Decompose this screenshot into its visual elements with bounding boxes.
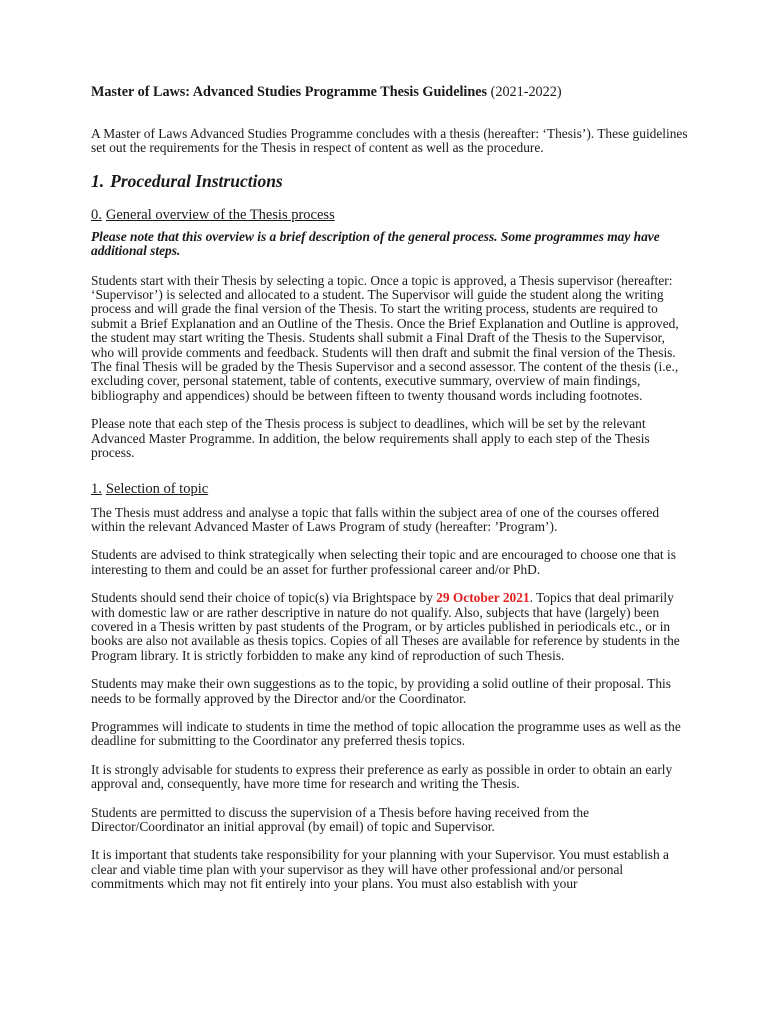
- selection-paragraph-3: [91, 591, 691, 663]
- title-text: Master of Laws: Advanced Studies Programme Thesis Guidelines: [91, 84, 488, 100]
- subsection-number: 1.: [91, 480, 102, 497]
- section-number: 1.: [91, 170, 105, 191]
- overview-note: Please note that this overview is a brief description of the general process. Some programmes may have additional steps.: [91, 228, 660, 259]
- document-title: [91, 82, 691, 102]
- subsection-title: General overview of the Thesis process: [105, 206, 335, 223]
- overview-paragraph-1: Students start with their Thesis by selecting a topic. Once a topic is approved, a Thesis supervisor (hereafter: ‘Supervisor’) is selected and allocated to a student. The Supervisor will guide the student along the writing process and will grade the final version of the Thesis. To start the writing process, students are required to submit a Brief Explanation and an Outline of the Thesis. Once the Brief Explanation and Outline is approved, the student may start writing the Thesis. Students shall submit a Final Draft of the Thesis to the Supervisor, who will provide comments and feedback. Students will then draft and submit the final version of the Thesis. The final Thesis will be graded by the Thesis Supervisor and a second assessor. The content of the thesis (i.e., excluding cover, personal statement, table of contents, executive summary, overview of main findings, bibliography and appendices) should be between fifteen to twenty thousand words including footnotes.: [91, 272, 679, 403]
- subsection-title: Selection of topic: [105, 480, 209, 497]
- selection-paragraph-6: It is strongly advisable for students to express their preference as early as possible in order to obtain an early approval and, consequently, have more time for research and writing the Thesis.: [91, 761, 673, 792]
- paragraph-text: Students should send their choice of topic(s) via Brightspace by: [91, 590, 437, 606]
- selection-paragraph-8: It is important that students take responsibility for your planning with your Supervisor. You must establish a clear and viable time plan with your supervisor as they will have other professional and/or personal commitments which may not fit entirely into your plans. You must also establish with your: [91, 847, 669, 892]
- subsection-heading-selection: [91, 480, 691, 498]
- paragraph-text: . Topics that deal primarily with domestic law or are rather descriptive in nature do not qualify. Also, subjects that have (largely) been covered in a Thesis written by past students of the Program, or by articles published in periodicals etc., or in books are also not available as thesis topics. Copies of all Theses are available for reference by students in the Program library. It is strictly forbidden to make any kind of reproduction of such Thesis.: [91, 590, 680, 663]
- selection-paragraph-1: The Thesis must address and analyse a topic that falls within the subject area of one of the courses offered within the relevant Advanced Master of Laws Program of study (hereafter: ’Program’).: [91, 504, 660, 534]
- section-heading-procedural: [91, 171, 691, 191]
- selection-paragraph-7: Students are permitted to discuss the supervision of a Thesis before having received from the Director/Coordinator an initial approval (by email) of topic and Supervisor.: [91, 804, 590, 834]
- section-title: Procedural Instructions: [110, 170, 283, 191]
- selection-paragraph-4: Students may make their own suggestions as to the topic, by providing a solid outline of their proposal. This needs to be formally approved by the Director and/or the Coordinator.: [91, 676, 671, 706]
- subsection-heading-overview: [91, 206, 691, 224]
- document-page: [91, 82, 691, 892]
- deadline-date: 29 October 2021: [436, 590, 530, 606]
- selection-paragraph-2: Students are advised to think strategically when selecting their topic and are encouraged to choose one that is interesting to them and could be an asset for further professional career and/or PhD.: [91, 547, 676, 577]
- intro-paragraph: A Master of Laws Advanced Studies Programme concludes with a thesis (hereafter: ‘Thesis’). These guidelines set out the requirements for the Thesis in respect of content as well as the procedure.: [91, 126, 688, 156]
- selection-paragraph-5: Programmes will indicate to students in time the method of topic allocation the programme uses as well as the deadline for submitting to the Coordinator any preferred thesis topics.: [91, 718, 681, 749]
- subsection-number: 0.: [91, 206, 102, 223]
- title-year: (2021-2022): [490, 84, 562, 100]
- overview-paragraph-2: Please note that each step of the Thesis process is subject to deadlines, which will be set by the relevant Advanced Master Programme. In addition, the below requirements shall apply to each step of the Thesis process.: [91, 416, 650, 461]
